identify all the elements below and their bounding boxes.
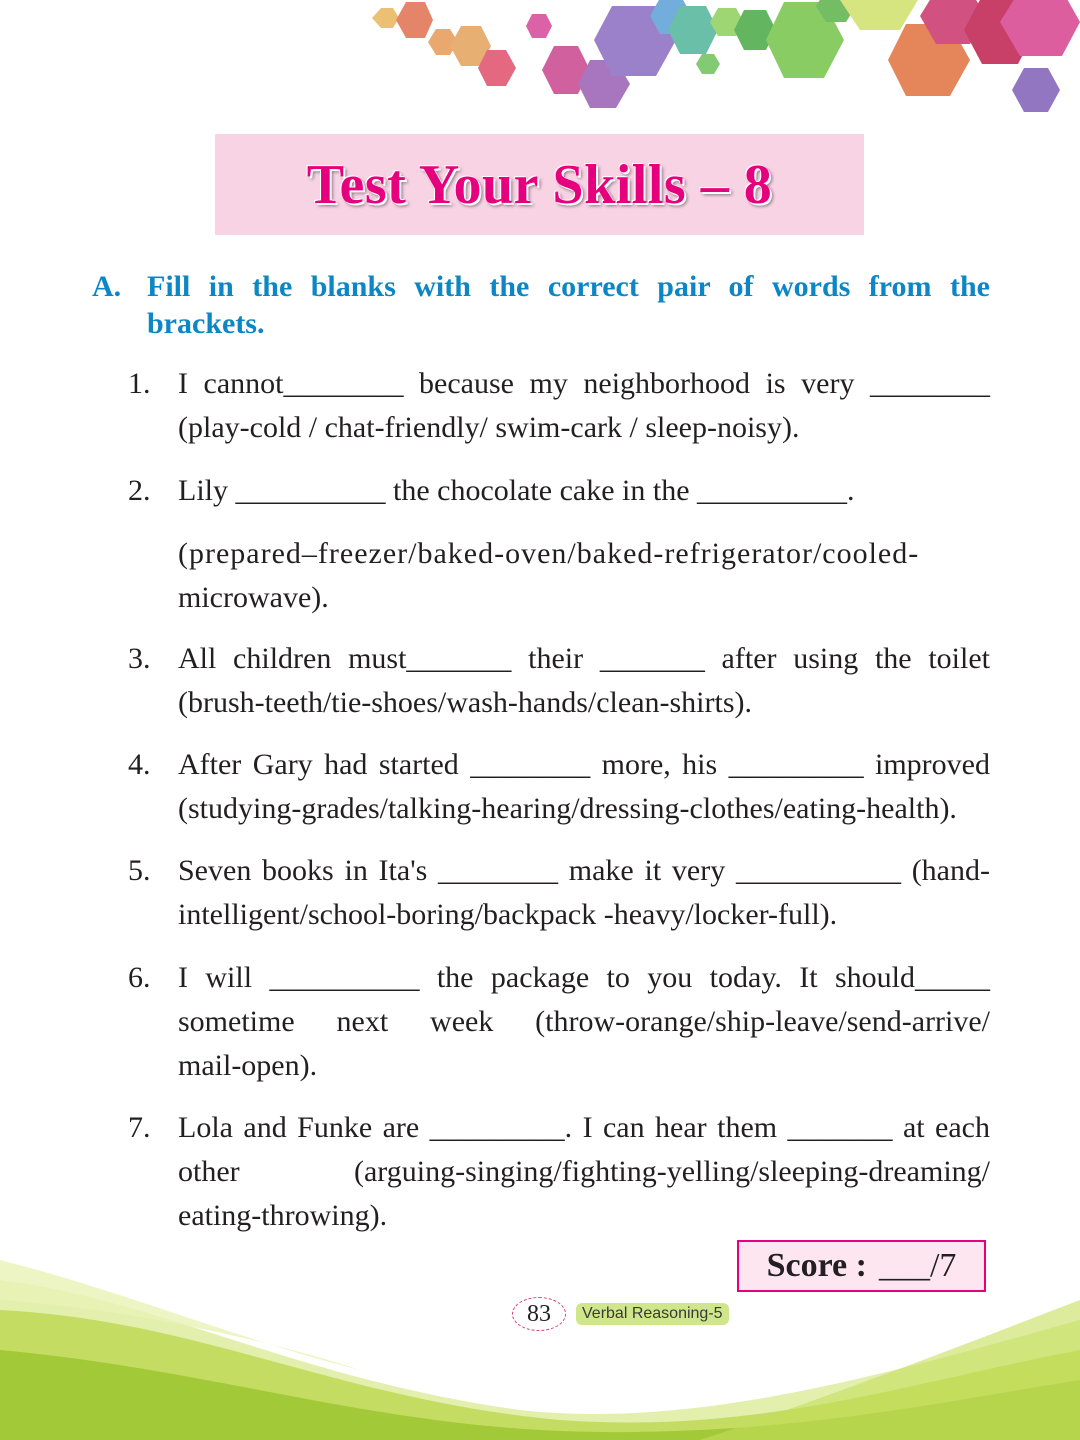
section-heading [92,268,990,342]
page-footer [512,1297,729,1331]
question-4 [128,743,990,831]
question-options: (brush-teeth/tie-shoes/wash-hands/clean-shirts). [178,686,752,719]
question-2 [128,469,990,513]
section-instruction: Fill in the blanks with the correct pair of words from the brackets. [147,270,990,340]
question-text: Seven books in Ita's ________ make it very ___________ (hand- [178,854,990,887]
question-options: sometime next week (throw-orange/ship-leave/send-arrive/ [178,1005,990,1038]
question-number: 3. [128,642,151,675]
question-number: 7. [128,1111,151,1144]
question-text: All children must_______ their _______ after using the toilet [178,642,990,675]
score-value: ___/7 [878,1247,957,1284]
question-text: I cannot________ because my neighborhood is very ________ [178,367,990,400]
score-label: Score : [766,1247,867,1284]
title-banner [215,134,864,235]
question-options: (studying-grades/talking-hearing/dressing-clothes/eating-health). [178,792,957,825]
question-options: mail-open). [178,1049,318,1082]
question-options: other (arguing-singing/fighting-yelling/sleeping-dreaming/ [178,1155,990,1188]
question-text: I will __________ the package to you today. It should_____ [178,961,990,994]
question-1 [128,362,990,450]
question-2-options [128,532,990,620]
question-text: Lola and Funke are _________. I can hear them _______ at each [178,1111,990,1144]
question-options: eating-throwing). [178,1199,388,1232]
question-number: 6. [128,961,151,994]
page-number: 83 [512,1297,566,1331]
question-number: 2. [128,474,151,507]
question-options: intelligent/school-boring/backpack -heavy/locker-full). [178,898,838,931]
question-options: microwave). [178,581,329,614]
score-box [737,1240,986,1292]
question-5 [128,849,990,937]
question-3 [128,637,990,725]
page-title: Test Your Skills – 8 [306,153,773,216]
question-options: (play-cold / chat-friendly/ swim-cark / sleep-noisy). [178,411,800,444]
question-number: 4. [128,748,151,781]
question-text: Lily __________ the chocolate cake in the __________. [178,474,855,507]
question-options: (prepared–freezer/baked-oven/baked-refrigerator/cooled- [178,537,920,570]
question-text: After Gary had started ________ more, his _________ improved [178,748,990,781]
book-title: Verbal Reasoning-5 [576,1303,729,1325]
hexagon-decoration [0,0,1080,130]
question-7 [128,1106,990,1238]
question-number: 5. [128,854,151,887]
question-6 [128,956,990,1088]
question-number: 1. [128,367,151,400]
section-letter: A. [92,270,122,303]
